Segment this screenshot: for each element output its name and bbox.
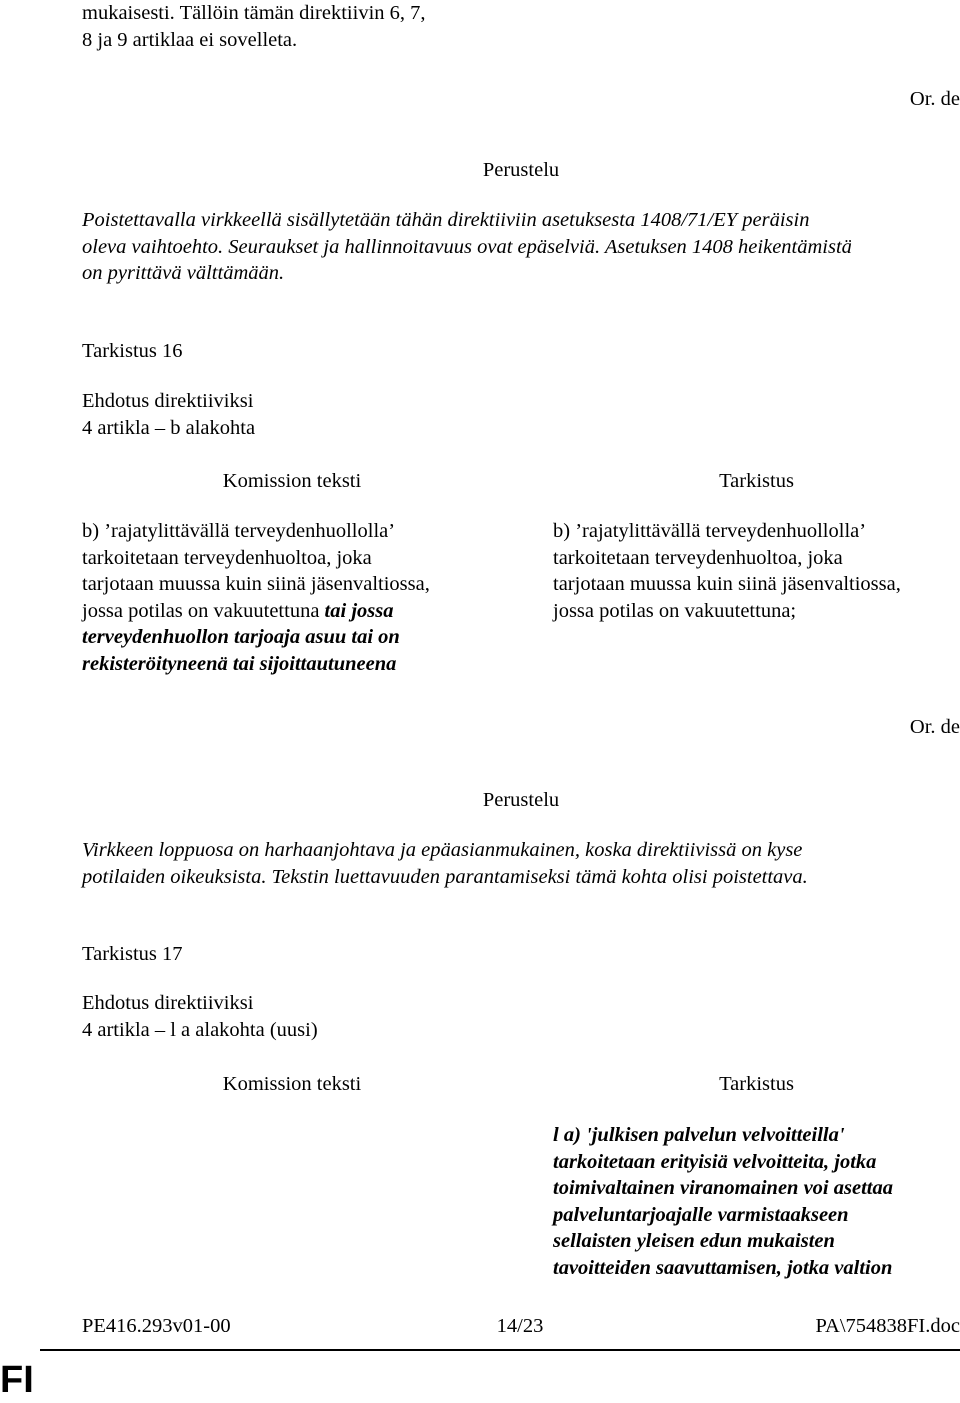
text-line: potilaiden oikeuksista. Tekstin luettavuuden parantamiseksi tämä kohta olisi poistettava.	[82, 865, 808, 888]
text-line: tarjotaan muussa kuin siinä jäsenvaltiossa,	[553, 573, 901, 595]
text-line: tarjotaan muussa kuin siinä jäsenvaltiossa,	[82, 573, 430, 595]
text-line	[82, 598, 502, 625]
article-ref: 4 artikla – l a alakohta (uusi)	[82, 1019, 318, 1041]
text-line: jossa potilas on vakuutettuna;	[553, 599, 797, 622]
text-line: mukaisesti. Tällöin tämän direktiivin 6, 7,	[82, 2, 426, 24]
text-line: Virkkeen loppuosa on harhaanjohtava ja epäasianmukainen, koska direktiivissä on kyse	[82, 839, 803, 861]
added-text: palveluntarjoajalle varmistaakseen	[553, 1203, 849, 1226]
text-line: Poistettavalla virkkeellä sisällytetään tähän direktiiviin asetuksesta 1408/71/EY peräisin	[82, 209, 810, 231]
added-text: sellaisten yleisen edun mukaisten	[553, 1230, 835, 1252]
added-text: toimivaltainen viranomainen voi asettaa	[553, 1177, 893, 1199]
language-code: FI	[0, 1359, 34, 1401]
text-line: 8 ja 9 artiklaa ei sovelleta.	[82, 28, 298, 51]
text-line: oleva vaihtoehto. Seuraukset ja hallinnoitavuus ovat epäselviä. Asetuksen 1408 heikentämistä	[82, 235, 852, 258]
justification-text	[82, 207, 960, 287]
commission-text-header: Komission teksti	[222, 1073, 362, 1095]
deleted-text: rekisteröityneenä tai sijoittautuneena	[82, 652, 397, 675]
amendment-number: Tarkistus 16	[82, 340, 183, 362]
commission-text	[82, 518, 502, 677]
deleted-text: tai jossa	[324, 599, 394, 622]
file-name: PA\754838FI.doc	[815, 1315, 960, 1337]
added-text: tarkoitetaan erityisiä velvoitteita, jotka	[553, 1150, 877, 1173]
amendment-number: Tarkistus 17	[82, 943, 183, 965]
text-line: b) ’rajatylittävällä terveydenhuollolla’	[82, 520, 396, 542]
amendment-header: Tarkistus	[719, 470, 794, 492]
amendment-text	[553, 1122, 960, 1281]
text-line: b) ’rajatylittävällä terveydenhuollolla’	[553, 520, 867, 542]
commission-text-header: Komission teksti	[222, 470, 362, 492]
deleted-text: terveydenhuollon tarjoaja asuu tai on	[82, 626, 400, 648]
original-language: Or. de	[909, 716, 960, 738]
footer-divider	[40, 1349, 960, 1351]
amendment-text	[553, 518, 960, 624]
article-ref: 4 artikla – b alakohta	[82, 417, 256, 439]
proposal-title: Ehdotus direktiiviksi	[82, 992, 254, 1014]
document-reference: PE416.293v01-00	[82, 1315, 231, 1337]
justification-title: Perustelu	[482, 159, 560, 181]
added-text: l a) 'julkisen palvelun velvoitteilla'	[553, 1124, 845, 1146]
text-span: jossa potilas on vakuutettuna	[82, 599, 325, 622]
original-language: Or. de	[909, 88, 960, 110]
justification-text	[82, 837, 960, 890]
amendment-header: Tarkistus	[719, 1073, 794, 1095]
added-text: tavoitteiden saavuttamisen, jotka valtion	[553, 1256, 893, 1279]
text-line: tarkoitetaan terveydenhuoltoa, joka	[82, 546, 372, 569]
proposal-title: Ehdotus direktiiviksi	[82, 390, 254, 412]
text-line: tarkoitetaan terveydenhuoltoa, joka	[553, 546, 843, 569]
justification-title: Perustelu	[482, 789, 560, 811]
page-number: 14/23	[496, 1315, 544, 1337]
continuation-text	[82, 0, 426, 53]
text-line: on pyrittävä välttämään.	[82, 262, 285, 284]
